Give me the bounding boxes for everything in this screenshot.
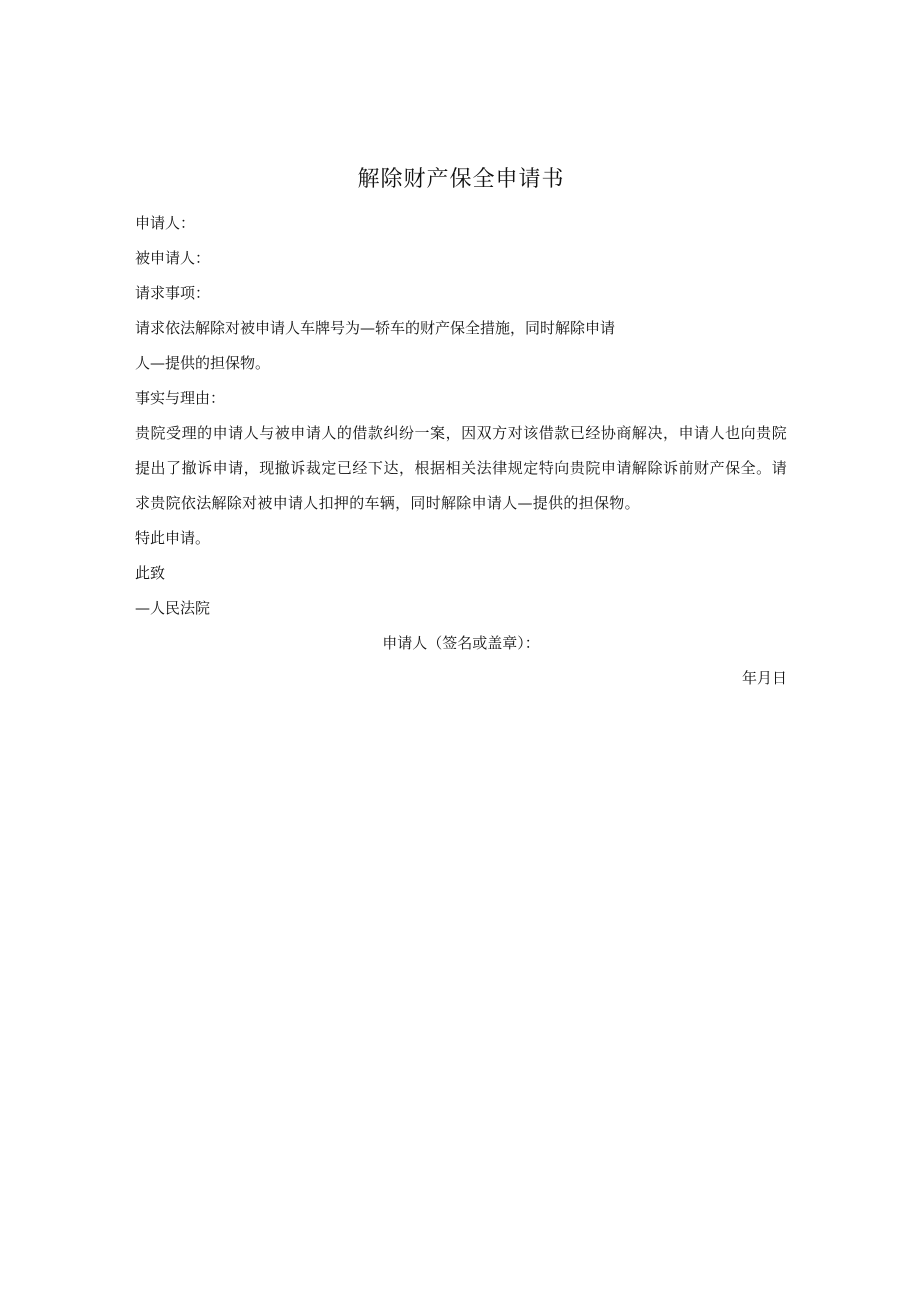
request-heading: 请求事项： — [135, 284, 211, 302]
date-label: 年月日 — [741, 669, 787, 687]
closing-text: 特此申请。 — [135, 529, 211, 547]
facts-body: 贵院受理的申请人与被申请人的借款纠纷一案，因双方对该借款已经协商解决，申请人也向贵院提出了撤诉申请，现撤诉裁定已经下达，根据相关法律规定特向贵院申请解除诉前财产保全。请求贵院依法解除对被申请人扣押的车辆，同时解除申请人—提供的担保物。 — [135, 424, 787, 512]
salutation: 此致 — [135, 564, 166, 582]
signature-label: 申请人（签名或盖章）： — [382, 634, 540, 652]
court-name: —人民法院 — [135, 599, 211, 617]
document-page — [135, 160, 787, 696]
document-title: 解除财产保全申请书 — [357, 167, 565, 192]
request-line-2: 人—提供的担保物。 — [135, 354, 271, 372]
respondent-label: 被申请人： — [135, 249, 211, 267]
applicant-label: 申请人： — [135, 214, 196, 232]
facts-heading: 事实与理由： — [135, 389, 226, 407]
request-line-1: 请求依法解除对被申请人车牌号为—轿车的财产保全措施，同时解除申请 — [135, 319, 616, 337]
